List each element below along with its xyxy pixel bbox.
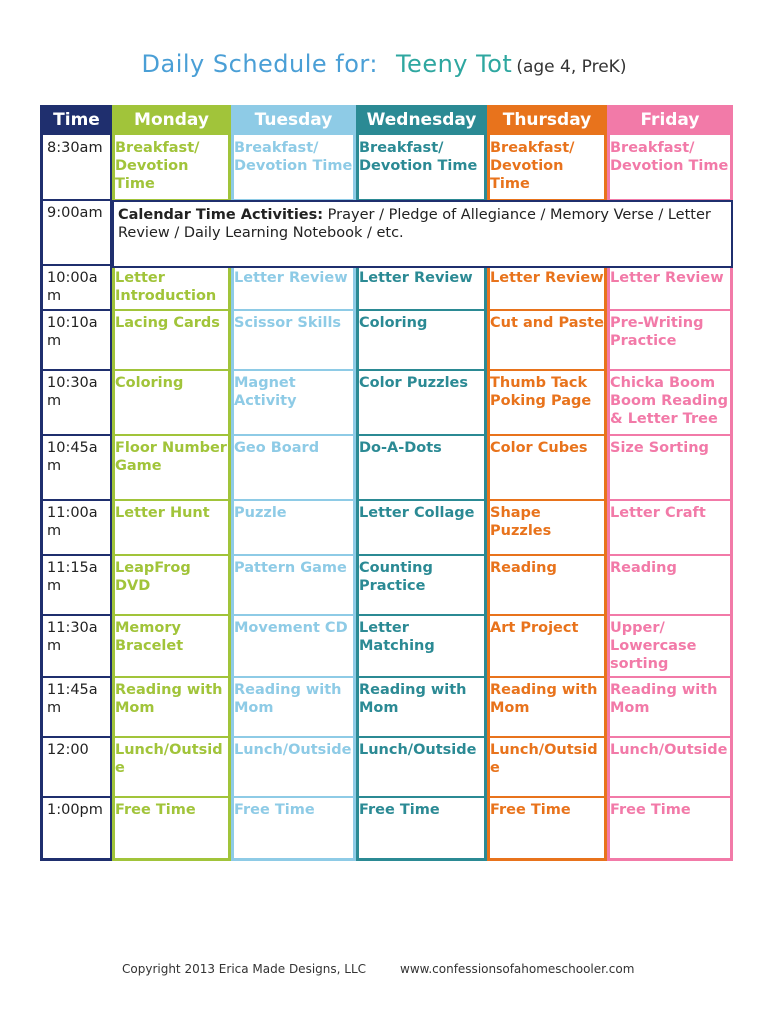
row-divider: [607, 309, 733, 311]
row-divider: [487, 309, 607, 311]
row-divider: [112, 796, 231, 798]
title-detail: (age 4, PreK): [516, 57, 627, 77]
row-divider: [231, 434, 356, 436]
row-divider: [231, 614, 356, 616]
activity-cell-thursday: Cut and Paste: [490, 315, 604, 331]
activity-cell-thursday: Art Project: [490, 620, 579, 636]
activity-cell-wednesday: Letter Review: [359, 270, 473, 286]
banner-label: Calendar Time Activities:: [118, 207, 324, 223]
row-divider: [231, 796, 356, 798]
row-divider: [112, 434, 231, 436]
activity-cell-monday: Free Time: [115, 802, 196, 818]
row-divider: [112, 309, 231, 311]
time-cell: 11:30am: [47, 620, 98, 654]
row-divider: [231, 676, 356, 678]
header-monday: Monday: [112, 105, 231, 135]
row-divider: [40, 676, 113, 678]
row-divider: [487, 554, 607, 556]
row-divider: [112, 499, 231, 501]
row-divider: [607, 434, 733, 436]
time-cell: 12:00: [47, 742, 89, 758]
activity-cell-tuesday: Scissor Skills: [234, 315, 342, 331]
activity-cell-wednesday: Reading with Mom: [359, 682, 467, 716]
time-cell: 11:45am: [47, 682, 98, 716]
activity-cell-tuesday: Breakfast/ Devotion Time: [234, 140, 353, 174]
banner-text: Prayer / Pledge of Allegiance / Memory Verse / Letter Review / Daily Learning Notebook / etc.: [118, 207, 711, 241]
row-divider: [231, 736, 356, 738]
row-divider: [112, 554, 231, 556]
activity-cell-monday: Letter Hunt: [115, 505, 210, 521]
row-divider: [231, 309, 356, 311]
activity-cell-friday: Free Time: [610, 802, 691, 818]
activity-cell-tuesday: Letter Review: [234, 270, 348, 286]
row-divider: [40, 199, 113, 201]
row-divider: [40, 614, 113, 616]
header-tuesday: Tuesday: [231, 105, 356, 135]
time-cell: 10:00am: [47, 270, 98, 304]
row-divider: [487, 736, 607, 738]
activity-cell-friday: Upper/ Lowercase sorting: [610, 620, 697, 672]
activity-cell-monday: Breakfast/ Devotion Time: [115, 140, 200, 192]
activity-cell-tuesday: Magnet Activity: [234, 375, 297, 409]
row-divider: [356, 434, 487, 436]
row-divider: [607, 676, 733, 678]
activity-cell-monday: LeapFrog DVD: [115, 560, 191, 594]
row-divider: [356, 309, 487, 311]
row-divider: [40, 369, 113, 371]
header-wednesday: Wednesday: [356, 105, 487, 135]
activity-cell-thursday: Free Time: [490, 802, 571, 818]
title-prefix: Daily Schedule for:: [141, 50, 378, 78]
activity-cell-thursday: Letter Review: [490, 270, 604, 286]
time-cell: 11:00am: [47, 505, 98, 539]
row-divider: [356, 796, 487, 798]
activity-cell-monday: Floor Number Game: [115, 440, 227, 474]
time-cell: 1:00pm: [47, 802, 103, 818]
activity-cell-monday: Lunch/Outside: [115, 742, 223, 776]
activity-cell-thursday: Color Cubes: [490, 440, 588, 456]
row-divider: [40, 434, 113, 436]
time-cell: 9:00am: [47, 205, 103, 221]
activity-cell-tuesday: Free Time: [234, 802, 315, 818]
time-cell: 8:30am: [47, 140, 103, 156]
header-time: Time: [40, 105, 113, 135]
row-divider: [356, 499, 487, 501]
activity-cell-wednesday: Counting Practice: [359, 560, 433, 594]
activity-cell-tuesday: Pattern Game: [234, 560, 347, 576]
activity-cell-monday: Letter Introduction: [115, 270, 217, 304]
schedule-table: [40, 105, 733, 861]
website-text: www.confessionsofahomeschooler.com: [400, 962, 635, 976]
activity-cell-wednesday: Breakfast/ Devotion Time: [359, 140, 478, 174]
row-divider: [40, 554, 113, 556]
row-divider: [40, 499, 113, 501]
activity-cell-wednesday: Lunch/Outside: [359, 742, 477, 758]
activity-cell-friday: Lunch/Outside: [610, 742, 728, 758]
header-friday: Friday: [607, 105, 733, 135]
copyright-text: Copyright 2013 Erica Made Designs, LLC: [122, 962, 367, 976]
activity-cell-wednesday: Do-A-Dots: [359, 440, 442, 456]
activity-cell-monday: Coloring: [115, 375, 184, 391]
row-divider: [356, 614, 487, 616]
activity-cell-monday: Memory Bracelet: [115, 620, 184, 654]
page-title: [0, 50, 768, 78]
row-divider: [487, 369, 607, 371]
row-divider: [112, 736, 231, 738]
activity-cell-friday: Breakfast/ Devotion Time: [610, 140, 729, 174]
activity-cell-tuesday: Lunch/Outside: [234, 742, 352, 758]
row-divider: [607, 499, 733, 501]
activity-cell-wednesday: Letter Matching: [359, 620, 435, 654]
activity-cell-thursday: Reading: [490, 560, 557, 576]
row-divider: [40, 736, 113, 738]
row-divider: [607, 614, 733, 616]
row-divider: [607, 736, 733, 738]
row-divider: [231, 554, 356, 556]
row-divider: [356, 369, 487, 371]
activity-cell-wednesday: Coloring: [359, 315, 428, 331]
time-cell: 10:45am: [47, 440, 98, 474]
row-divider: [40, 309, 113, 311]
title-name: Teeny Tot: [395, 50, 513, 78]
activity-cell-friday: Size Sorting: [610, 440, 709, 456]
activity-cell-tuesday: Movement CD: [234, 620, 348, 636]
row-divider: [487, 676, 607, 678]
row-divider: [231, 369, 356, 371]
row-divider: [356, 554, 487, 556]
calendar-time-banner: [112, 200, 733, 268]
activity-cell-friday: Letter Craft: [610, 505, 706, 521]
time-cell: 11:15am: [47, 560, 98, 594]
row-divider: [112, 676, 231, 678]
activity-cell-thursday: Breakfast/ Devotion Time: [490, 140, 575, 192]
row-divider: [487, 499, 607, 501]
row-divider: [112, 369, 231, 371]
row-divider: [40, 264, 113, 266]
activity-cell-friday: Reading with Mom: [610, 682, 718, 716]
row-divider: [607, 796, 733, 798]
row-divider: [356, 676, 487, 678]
time-cell: 10:30am: [47, 375, 98, 409]
activity-cell-monday: Reading with Mom: [115, 682, 223, 716]
activity-cell-tuesday: Geo Board: [234, 440, 320, 456]
activity-cell-tuesday: Reading with Mom: [234, 682, 342, 716]
activity-cell-tuesday: Puzzle: [234, 505, 287, 521]
activity-cell-thursday: Thumb Tack Poking Page: [490, 375, 592, 409]
activity-cell-wednesday: Letter Collage: [359, 505, 475, 521]
row-divider: [487, 614, 607, 616]
activity-cell-thursday: Lunch/Outside: [490, 742, 598, 776]
activity-cell-wednesday: Color Puzzles: [359, 375, 468, 391]
activity-cell-friday: Chicka Boom Boom Reading & Letter Tree: [610, 375, 728, 427]
row-divider: [487, 434, 607, 436]
row-divider: [112, 614, 231, 616]
activity-cell-thursday: Shape Puzzles: [490, 505, 552, 539]
activity-cell-friday: Letter Review: [610, 270, 724, 286]
activity-cell-wednesday: Free Time: [359, 802, 440, 818]
activity-cell-friday: Reading: [610, 560, 677, 576]
row-divider: [487, 796, 607, 798]
header-thursday: Thursday: [487, 105, 607, 135]
row-divider: [607, 554, 733, 556]
row-divider: [231, 499, 356, 501]
row-divider: [356, 736, 487, 738]
activity-cell-thursday: Reading with Mom: [490, 682, 598, 716]
activity-cell-friday: Pre-Writing Practice: [610, 315, 704, 349]
row-divider: [40, 796, 113, 798]
activity-cell-monday: Lacing Cards: [115, 315, 220, 331]
time-cell: 10:10am: [47, 315, 98, 349]
row-divider: [607, 369, 733, 371]
